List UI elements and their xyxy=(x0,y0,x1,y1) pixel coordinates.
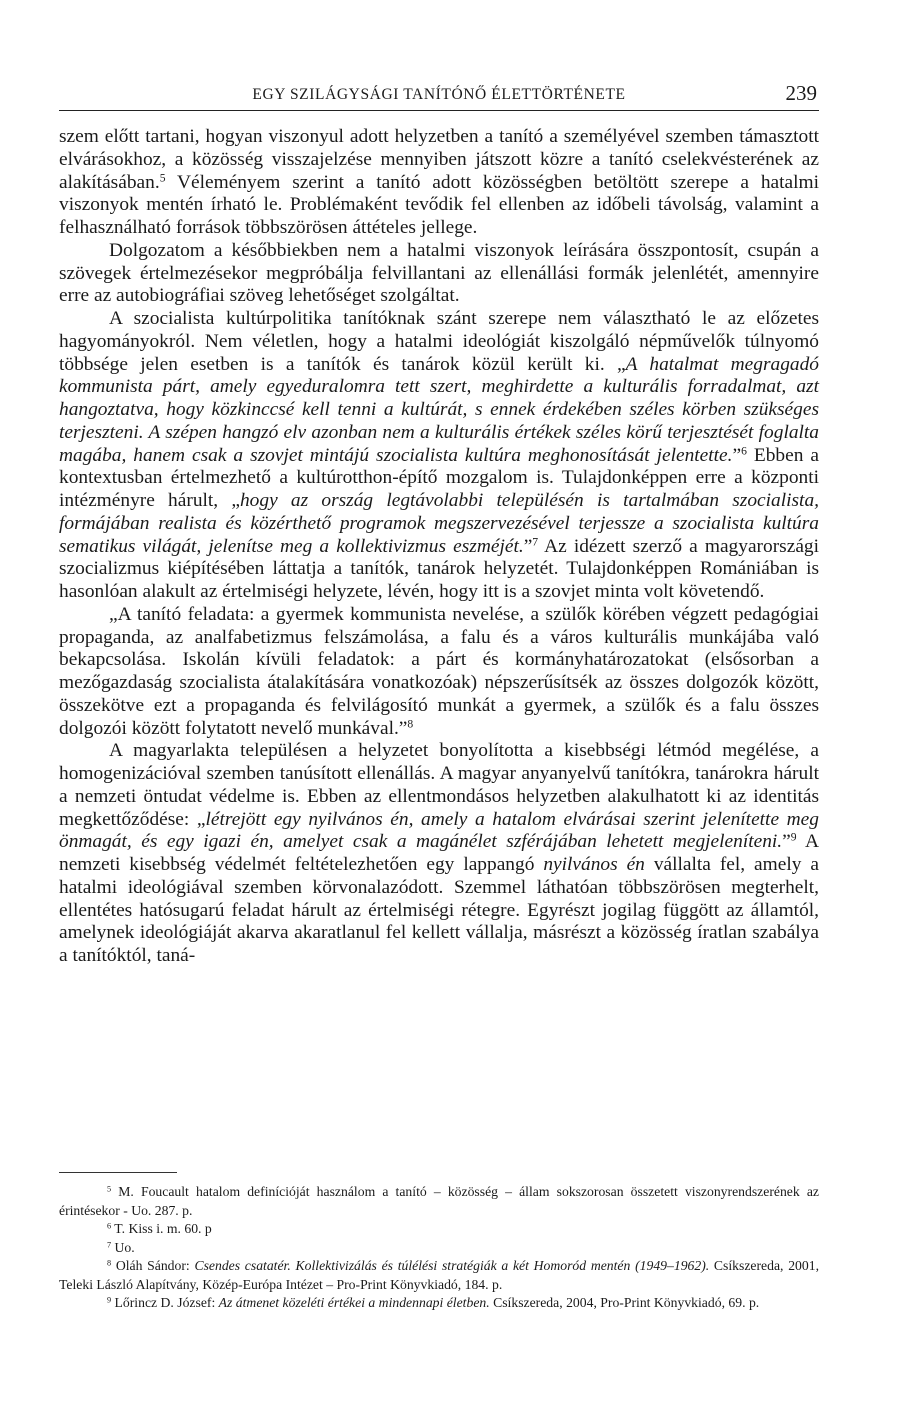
quotation-italic: A hatalmat megragadó kommunista párt, amely egyeduralomra tett szert, meghirdette a kulturális forradalmat, azt hangoztatva, hogy közkinccsé kell tenni a kultúrát, s ennek érdekében széles körben szükséges terjeszteni. A szépen hangzó elv azonban nem a kulturális értékek széles körű terjesztését foglalta magába, hanem csak a szovjet mintájú szocialista kultúra meghonosítását jelentette. xyxy=(59,353,819,466)
footnote-number: 5 xyxy=(107,1184,112,1194)
footnote-text: M. Foucault hatalom definícióját használom a tanító – közösség – állam sokszorosan összetett viszonyrendszerének az érintésekor - Uo. 287. p. xyxy=(59,1184,819,1218)
footnote-number: 7 xyxy=(107,1239,112,1249)
quotation-italic: létrejött egy nyilvános én, amely a hatalom elvárásai szerint jelenítette meg önmagát, és egy igazi én, amelyet csak a magánélet szférájában lehetett megjeleníteni. xyxy=(59,808,819,853)
running-title: EGY SZILÁGYSÁGI TANÍTÓNŐ ÉLETTÖRTÉNETE xyxy=(252,86,626,103)
closing-quote: ” xyxy=(523,535,533,557)
running-header xyxy=(59,78,819,111)
text-run: A szocialista kultúrpolitika tanítóknak szánt szerepe nem választható le az előzetes hagyományokról. Nem véletlen, hogy a hatalmi ideológiát kiszolgáló népművelők túlnyomó többsége jelen esetben is a tanítók és tanárok közül került ki. „ xyxy=(59,308,819,375)
footnote xyxy=(59,1294,819,1313)
footnotes xyxy=(59,1183,819,1313)
closing-quote: ” xyxy=(732,444,742,466)
footnote-text: Lőrincz D. József: xyxy=(111,1295,219,1310)
closing-quote: ” xyxy=(782,831,791,853)
footnote-text: Oláh Sándor: xyxy=(111,1258,195,1273)
main-text xyxy=(59,126,819,968)
footnote-ref: 8 xyxy=(407,717,414,731)
footnote xyxy=(59,1257,819,1294)
footnote xyxy=(59,1183,819,1220)
footnote-number: 8 xyxy=(107,1258,112,1268)
footnote-ref: 7 xyxy=(532,535,539,549)
footnote-ref: 9 xyxy=(790,830,797,844)
text-run: vállalta fel, amely a hatalmi ideológiával szemben körvonalazódott. Szemmel láthatóan többszörösen megterhelt, ellentétes hatósugarú feladat hárult az értelmiségi rétegre. Egyrészt jogilag függött az államtól, amelynek ideológiáját akarva akaratlanul fel kellett vállalja, másrészt a közösség íratlan szabálya a tanítóktól, taná- xyxy=(59,854,819,966)
text-run: Véleményem szerint a tanító adott közösségben betöltött szerepe a hatalmi viszonyok mentén írható le. Problémaként tevődik fel ellenben az időbeli távolság, valamint a felhasználható források többszörösen áttételes jellege. xyxy=(59,171,819,238)
footnote-text: Csíkszereda, 2004, Pro-Print Könyvkiadó, 69. p. xyxy=(489,1295,760,1310)
footnote xyxy=(59,1239,819,1258)
text-run: Dolgozatom a későbbiekben nem a hatalmi viszonyok leírására összpontosít, csupán a szövegek értelmezésekor megpróbálja felvillantani az ellenállási formák jelenlétét, amennyire erre az autobiográfiai szöveg lehetőséget szolgáltat. xyxy=(59,239,819,307)
text-run: A magyarlakta településen a helyzetet bonyolította a kisebbségi létmód megélése, a homogenizációval szemben tanúsított ellenállás. A magyar anyanyelvű tanítókra, tanárokra hárult a nemzeti öntudat védelme is. Ebben az ellentmondásos helyzetben alakulhatott ki az identitás megkettőződése: „ xyxy=(59,740,819,830)
paragraph xyxy=(59,604,819,741)
footnote-number: 6 xyxy=(107,1221,112,1231)
paragraph xyxy=(59,126,819,240)
footnote-title: Az átmenet közeléti értékei a mindennapi életben. xyxy=(218,1295,490,1310)
footnote-separator xyxy=(59,1172,177,1173)
paragraph xyxy=(59,740,819,968)
text-run: „A tanító feladata: a gyermek kommunista nevelése, a szülők körében végzett pedagógiai propaganda, az analfabetizmus felszámolása, a falu és a város kulturális munkájába való bekapcsolása. Iskolán kívüli feladatok: a párt és kormányhatározatokat (elsősorban a mezőgazdaság szocialista átalakítására vonatkozóak) népszerűsítsék az összes dolgozók között, összekötve ezt a propaganda és felvilágosító munkát a gyermek, a szülők és a falu összes dolgozói között folytatott nevelő munkával.” xyxy=(59,603,819,739)
paragraph xyxy=(59,308,819,604)
text-run: A nemzeti kisebbség védelmét feltételezhetően egy lappangó xyxy=(59,831,819,875)
footnote-text: T. Kiss i. m. 60. p xyxy=(111,1221,212,1236)
footnote-number: 9 xyxy=(107,1295,112,1305)
text-run: Az idézett szerző a magyarországi szocializmus kiépítésében láttatja a tanítók, tanárok helyzetét. Tulajdonképpen Romániában is hasonlóan alakult az értelmiségi helyzete, lévén, hogy itt is a szovjet minta volt követendő. xyxy=(59,535,820,602)
page-number: 239 xyxy=(785,81,817,105)
footnote-text: Csíkszereda, 2001, Teleki László Alapítvány, Közép-Európa Intézet – Pro-Print Könyvkiadó, 184. p. xyxy=(59,1258,819,1292)
footnote-text: Uo. xyxy=(111,1239,135,1255)
paragraph xyxy=(59,240,819,308)
text-run: Ebben a kontextusban értelmezhető a kultúrotthon-építő mozgalom is. Tulajdonképpen erre a központi intézményre hárult, „ xyxy=(59,444,819,511)
text-run: szem előtt tartani, hogyan viszonyul adott helyzetben a tanító a személyével szemben támasztott elvárásokhoz, a közösség visszajelzése mennyiben játszott közre a tanító cselekvésterének az alakításában. xyxy=(59,126,819,193)
emphasis: nyilvános én xyxy=(543,854,645,875)
quotation-italic: hogy az ország legtávolabbi településén is tartalmában szocialista, formájában realista és közérthető programok megszervezésével terjessze a szocialista kultúra sematikus világát, jelenítse meg a kollektivizmus eszméjét. xyxy=(59,490,819,557)
footnote xyxy=(59,1220,819,1239)
footnote-title: Csendes csatatér. Kollektivizálás és túlélési stratégiák a két Homoród mentén (1949–1962). xyxy=(194,1258,710,1273)
footnote-ref: 6 xyxy=(741,444,747,458)
footnote-ref: 5 xyxy=(159,171,166,185)
